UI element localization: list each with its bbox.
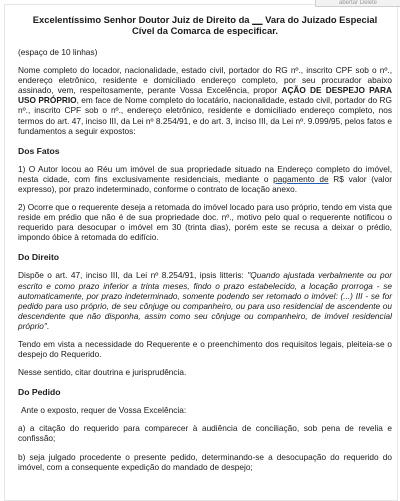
fatos-paragraph-1 <box>18 164 392 194</box>
direito-1-end: . <box>46 320 50 331</box>
fatos-1-part-2: R$ valor (valor expresso), por prazo indeterminado, conforme o contrato de locação anexo. <box>18 173 392 194</box>
pedido-intro: Ante o exposto, requer de Vossa Excelência: <box>21 405 187 416</box>
fatos-1-part-1: 1) O Autor locou ao Réu um imóvel de sua propriedade situado na Endereço completo do imóvel, nesta cidade, com fins exclusivamente residenciais, mediante o <box>18 163 392 184</box>
intro-paragraph <box>18 65 392 136</box>
section-title-direito: Do Direito <box>18 252 60 263</box>
heading-blank: __ <box>252 14 263 25</box>
document-body <box>18 47 392 472</box>
intro-action-title: AÇÃO DE DESPEJO PARA USO PRÓPRIO <box>18 85 392 106</box>
intro-part-2: , em face de Nome completo do locatário, nacionalidade, estado civil, portador do RG nº., inscrito CPF sob o nº., endereço eletrônico, residente e domiciliado endereço completo, nos termos do art. 47, inciso III, da Lei nº 8.254/91, e do art. 3, inciso III, da Lei nº. 9.099/95, pelos fatos e fundamentos a seguir expostos: <box>18 95 392 136</box>
direito-1-quote: "Quando ajustada verbalmente ou por escrito e como prazo inferior a trinta meses, findo o prazo estabelecido, a locação prorroga - se automaticamente, por prazo indeterminado, somente podendo ser retomado o imóvel: (...) III - se for pedido para uso próprio, de seu cônjuge ou companheiro, ou para uso residencial de ascendente ou descendente que não disponha, assim como seu cônjuge ou companheiro, de imóvel residencial próprio" <box>18 270 392 331</box>
document-heading <box>18 14 392 36</box>
direito-paragraph-2: Tendo em vista a necessidade do Requerente e o preenchimento dos requisitos legais, pleiteia-se o despejo do Requerido. <box>18 338 392 360</box>
heading-part-2: Vara do Juizado Especial Cível da Comarca de especificar. <box>132 14 378 36</box>
section-title-fatos: Dos Fatos <box>18 145 60 156</box>
direito-paragraph-3: Nesse sentido, citar doutrina e jurisprudência. <box>18 367 187 378</box>
pedido-item-a: a) a citação do requerido para comparecer à audiência de conciliação, sob pena de revelia e confissão; <box>18 423 392 444</box>
pedido-item-b: b) seja julgado procedente o presente pedido, determinando-se a desocupação do requerido do imóvel, com a consequente expedição do mandado de despejo; <box>18 451 392 472</box>
fatos-1-link[interactable]: pagamento de <box>273 173 329 184</box>
top-toolbar-strip[interactable]: abertar Delete <box>315 0 400 7</box>
section-title-pedido: Do Pedido <box>18 387 61 398</box>
direito-paragraph-1 <box>18 270 392 331</box>
fatos-paragraph-2: 2) Ocorre que o requerente deseja a retomada do imóvel locado para uso próprio, tendo em vista que reside em prédio que não é de sua propriedade doc. nº., motivo pelo qual o requerente notificou o requerido para desocupar o imóvel em 30 (trinta dias), porém este se recusa a deixar o prédio, impondo óbice à retomada do edifício. <box>18 202 392 243</box>
intro-part-1: Nome completo do locador, nacionalidade, estado civil, portador do RG nº., inscrito CPF sob o nº., endereço eletrônico, residente e domiciliado endereço completo, por seu procurador abaixo assinado, vem, respeitosamente, perante Vossa Excelência, propor <box>18 65 392 96</box>
heading-part-1: Excelentíssimo Senhor Doutor Juiz de Direito da <box>32 14 253 25</box>
direito-1-part-1: Dispõe o art. 47, inciso III, da Lei nº 8.254/91, ipsis litteris: <box>18 270 248 281</box>
spacing-note: (espaço de 10 linhas) <box>18 47 98 57</box>
